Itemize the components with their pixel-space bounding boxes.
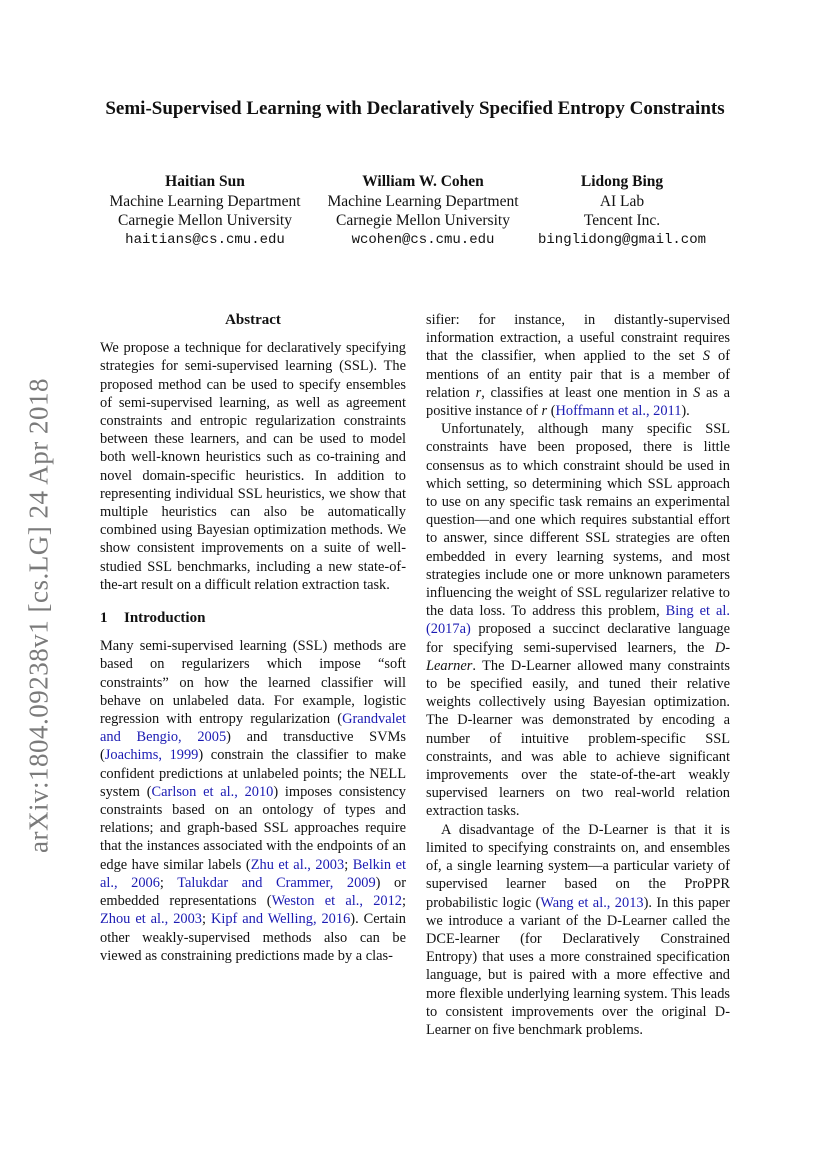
citation-link[interactable]: Zhu et al., 2003 xyxy=(250,856,345,873)
arxiv-stamp xyxy=(14,340,64,860)
author-2 xyxy=(316,172,530,250)
intro-paragraph-1-continued xyxy=(426,311,730,420)
intro-paragraph-3 xyxy=(426,821,730,1039)
citation-link[interactable]: Hoffmann et al., 2011 xyxy=(555,403,682,420)
author-affiliation: AI Lab xyxy=(599,192,645,210)
math-symbol: S xyxy=(702,348,710,365)
citation-link[interactable]: Carlson et al., 2010 xyxy=(151,783,274,800)
right-column xyxy=(426,311,730,1039)
text-span: ) imposes consistency constraints based on an ontology of types and relations; and graph-based SSL approaches require that the instances associated with the endpoints of an edge have similar labels ( xyxy=(100,783,406,873)
text-span: Unfortunately, although many specific SSL constraints have been proposed, there is little consensus as to which constraint should be used in which setting, so determining which SSL approach to use on any specific task remains an experimental question—and one which requires substantial effort to answer, since different SSL strategies are often embedded in every learning systems, and most strategies include one or more unknown parameters influencing the weight of SSL regularizer relative to the data loss. To address this problem, xyxy=(426,421,730,620)
author-institution: Carnegie Mellon University xyxy=(118,212,292,229)
text-span: Many semi-supervised learning (SSL) methods are based on regularizers which impose “soft constraints” on how the learned classifier will behave on unlabeled data. For example, logistic regression with entropy regularization ( xyxy=(100,638,406,728)
text-span: ; xyxy=(201,911,211,928)
intro-paragraph-2 xyxy=(426,420,730,820)
citation-link[interactable]: Talukdar and Crammer, 2009 xyxy=(177,874,376,891)
text-span: ). In this paper we introduce a variant of the D-Learner called the DCE-learner (for Declaratively Constrained Entropy) that uses a more constrained specification language, but is paired with a more effective and more flexible underlying learning system. This leads to consistent improvements over the original D-Learner on five benchmark problems. xyxy=(426,894,730,1038)
paper-title: Semi-Supervised Learning with Declaratively Specified Entropy Constraints xyxy=(105,98,725,119)
author-3 xyxy=(522,172,722,250)
author-email: haitians@cs.cmu.edu xyxy=(125,231,285,248)
citation-link[interactable]: Weston et al., 2012 xyxy=(271,893,402,910)
author-affiliation: Machine Learning Department xyxy=(109,192,301,210)
author-1 xyxy=(100,172,310,250)
left-column xyxy=(100,311,406,965)
citation-link[interactable]: Zhou et al., 2003 xyxy=(100,911,202,928)
text-span: , classifies at least one mention in xyxy=(481,384,694,401)
abstract-text: We propose a technique for declaratively specifying strategies for semi-supervised learning (SSL). The proposed method can be used to specify ensembles of semi-supervised learning, as well as agreement constraints and entropic regularization constraints between these learners, and can be used to model both well-known heuristics such as co-training and novel domain-specific heuristics. In addition to representing individual SSL heuristics, we show that multiple heuristics can also be automatically combined using Bayesian optimization methods. We show consistent improvements on a suite of well-studied SSL benchmarks, including a new state-of-the-art result on a difficult relation extraction task. xyxy=(100,340,406,593)
author-name: Lidong Bing xyxy=(580,173,664,190)
abstract-heading: Abstract xyxy=(225,312,281,328)
section-number: 1 xyxy=(100,610,108,627)
citation-link[interactable]: Grandvalet and Bengio, 2005 xyxy=(100,711,406,746)
text-span: ( xyxy=(547,403,556,420)
math-symbol: r xyxy=(475,384,482,401)
citation-link[interactable]: Kipf and Welling, 2016 xyxy=(210,911,351,928)
text-span: ) and transductive SVMs ( xyxy=(100,729,406,764)
section-title: Introduction xyxy=(124,610,206,627)
citation-link[interactable]: Joachims, 1999 xyxy=(104,747,199,764)
text-span: of mentions of an entity pair that is a member of relation xyxy=(426,348,730,401)
citation-link[interactable]: Bing et al. (2017a) xyxy=(426,603,730,638)
text-span: as a positive instance of xyxy=(426,384,730,420)
author-email: binglidong@gmail.com xyxy=(537,231,707,248)
text-span: proposed a succinct declarative language for specifying semi-supervised learners, the xyxy=(426,621,730,656)
author-block xyxy=(100,172,730,252)
text-span: ; xyxy=(159,874,178,891)
text-span: sifier: for instance, in distantly-supervised information extraction, a useful constraint requires that the classifier, when applied to the set xyxy=(426,312,730,365)
text-span: ) constrain the classifier to make confident predictions at unlabeled points; the NELL system ( xyxy=(100,747,406,800)
math-symbol: r xyxy=(541,403,548,420)
text-span: ; xyxy=(344,856,353,873)
author-affiliation: Machine Learning Department xyxy=(327,192,519,210)
author-email: wcohen@cs.cmu.edu xyxy=(351,231,495,248)
text-span: ). xyxy=(681,403,690,420)
citation-link[interactable]: Belkin et al., 2006 xyxy=(100,856,406,891)
text-span: A disadvantage of the D-Learner is that it is limited to specifying constraints on, and ensembles of, a single learning system—a particular variety of supervised learner based on the ProPPR probabilistic logic ( xyxy=(426,821,730,911)
author-institution: Carnegie Mellon University xyxy=(336,212,510,229)
text-span: ) or embedded representations ( xyxy=(100,874,406,910)
author-name: Haitian Sun xyxy=(165,173,245,190)
math-symbol: S xyxy=(693,384,701,401)
emphasis-term: D-Learner xyxy=(426,639,730,674)
intro-paragraph-1 xyxy=(100,637,406,965)
section-heading xyxy=(100,609,406,627)
text-span: ; xyxy=(402,893,406,910)
arxiv-identifier: arXiv:1804.09238v1 [cs.LG] 24 Apr 2018 xyxy=(23,378,54,853)
author-institution: Tencent Inc. xyxy=(583,212,661,229)
text-span: ). Certain other weakly-supervised methods also can be viewed as constraining predictions made by a clas- xyxy=(100,911,406,964)
author-name: William W. Cohen xyxy=(362,173,484,190)
text-span: . The D-Learner allowed many constraints to be specified easily, and tuned their relative weights collectively using Bayesian optimization. The D-learner was demonstrated by encoding a number of intuitive problem-specific SSL constraints, and was able to achieve significant improvements over the state-of-the-art weakly supervised learners on two real-world relation extraction tasks. xyxy=(426,657,730,820)
citation-link[interactable]: Wang et al., 2013 xyxy=(540,894,644,911)
